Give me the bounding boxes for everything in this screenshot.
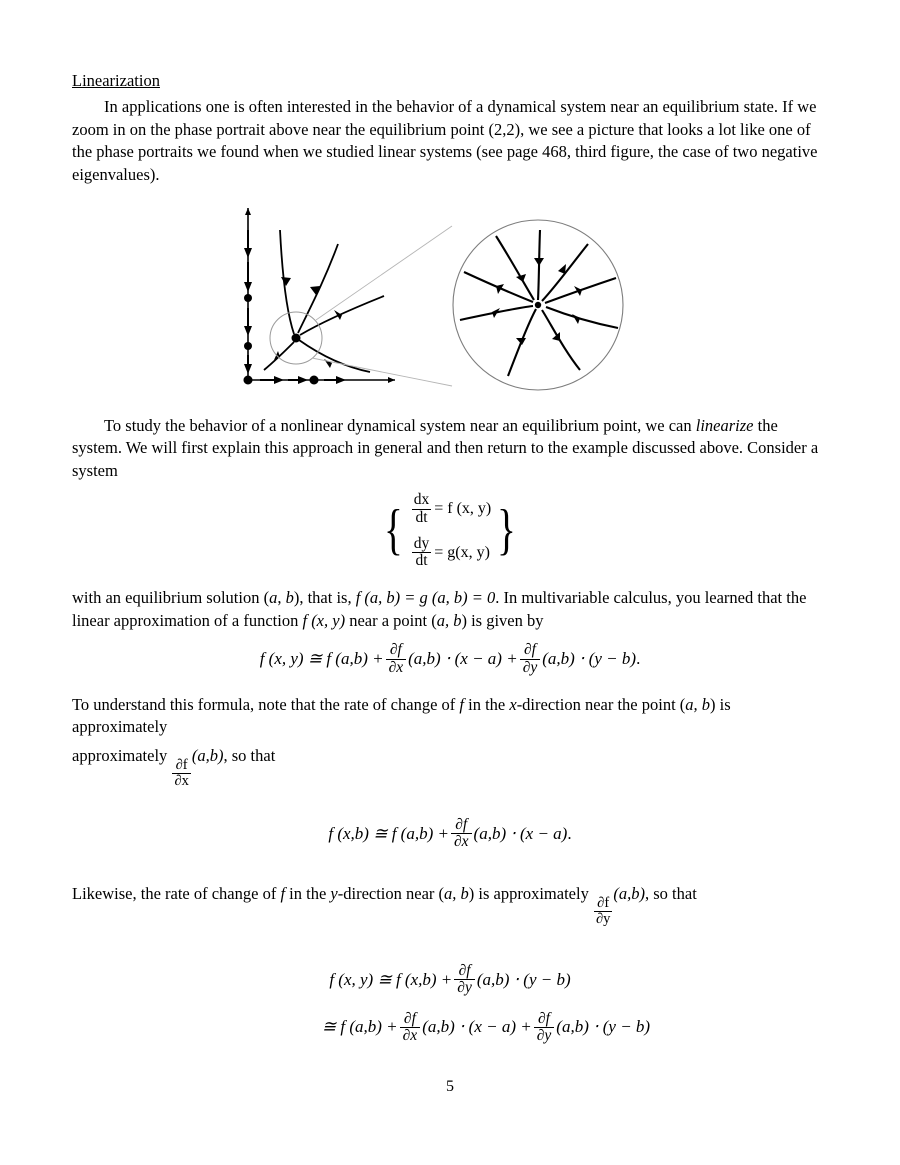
phase-portrait-figure <box>72 200 828 405</box>
p5-c: in the <box>285 883 331 903</box>
frac-df-dx-inline: $\frac{\partial f}{\partial x}$ <box>174 756 189 789</box>
p2-italic-linearize: linearize <box>695 416 754 436</box>
phase-portrait-svg <box>220 200 680 405</box>
equation-fxy-line2 <box>72 1011 828 1045</box>
p4-c: in the <box>463 694 510 714</box>
eq1-mid2: (a,b) ⋅ (y − b) <box>542 649 637 669</box>
left-brace: { <box>383 499 403 562</box>
p3-j: (x, y) <box>307 610 346 630</box>
eq1-mid1: (a,b) ⋅ (x − a) + <box>408 649 518 669</box>
paragraph-intro: In applications one is often interested in the behavior of a dynamical system near an equilibrium state. If we zoom in on the phase portrait above near the equilibrium point (2,2), we see a picture that looks a lot like one of the phase portraits we found when we studied linear systems (see page 468, third figure, the case of two negative eigenvalues). <box>72 97 818 184</box>
system-row-2 <box>409 536 492 570</box>
frac-df-dx-1: $\frac{\partial f}{\partial x}$ <box>386 642 407 676</box>
p4-e: -direction near the point ( <box>516 694 686 714</box>
paragraph-equilibrium <box>72 587 828 632</box>
p3-var-a: a <box>269 588 278 608</box>
p5-h: , so that <box>645 883 697 903</box>
frac-df-dy-3: $\frac{\partial f}{\partial y}$ <box>534 1011 555 1045</box>
eq1-period: . <box>636 649 641 669</box>
p5-g: ) is approximately <box>468 883 589 903</box>
eq4-mid1: (a,b) ⋅ (x − a) + <box>422 1017 532 1037</box>
paragraph-approx-partial-x <box>72 739 828 789</box>
eq2-period: . <box>567 823 572 843</box>
frac-df-dy-2: $\frac{\partial f}{\partial y}$ <box>454 963 475 997</box>
right-brace: } <box>497 499 517 562</box>
p4-g: ) is approximately <box>72 694 731 737</box>
paragraph-x-direction <box>72 694 828 739</box>
eq2-lhs: f (x,b) ≅ f (a,b) + <box>328 823 449 843</box>
frac-dy-dt: $\frac{dy}{dt}$ <box>413 534 430 570</box>
p3-e: ), that is, <box>293 588 356 608</box>
frac-df-dy-1: $\frac{\partial f}{\partial y}$ <box>520 642 541 676</box>
frac-df-dx-2: $\frac{\partial f}{\partial x}$ <box>451 817 472 851</box>
p5-y: y <box>330 883 338 903</box>
p4-ab: a, b <box>685 694 711 714</box>
page-number: 5 <box>446 1078 454 1095</box>
eq4-mid2: (a,b) ⋅ (y − b) <box>556 1017 651 1037</box>
p4-partial-arg: (a,b) <box>191 745 224 765</box>
page-content <box>72 70 828 1044</box>
p3-k: near a point ( <box>345 610 437 630</box>
p5-a: Likewise, the rate of change of <box>72 883 281 903</box>
eq3-lhs: f (x, y) ≅ f (x,b) + <box>329 969 453 989</box>
p4-h: , so that <box>223 745 276 765</box>
equation-fxb <box>72 817 828 851</box>
p5-partial-arg: (a,b) <box>613 883 646 903</box>
p4-a: To understand this formula, note that the rate of change of <box>72 694 460 714</box>
p3-i: f <box>302 610 308 630</box>
equation-fxy-line1 <box>72 963 828 997</box>
eq1-lhs: f (x, y) ≅ f (a,b) + <box>259 649 384 669</box>
system-row-1-rhs: = f (x, y) <box>434 500 492 518</box>
eq3-rhs: (a,b) ⋅ (y − b) <box>476 969 571 989</box>
p4-x: x <box>509 694 517 714</box>
p3-var-b: b <box>285 588 294 608</box>
system-row-2-rhs: = g(x, y) <box>434 543 490 561</box>
eq2-rhs: (a,b) ⋅ (x − a) <box>473 823 568 843</box>
p3-f: f <box>355 588 361 608</box>
p3-comma: , <box>277 588 286 608</box>
equation-linear-approximation <box>72 642 828 676</box>
equation-system <box>72 492 828 569</box>
p2-text-a: To study the behavior of a nonlinear dynamical system near an equilibrium point, we can <box>104 416 696 436</box>
paragraph-linearize <box>72 415 828 482</box>
eq4-lhs: ≅ f (a,b) + <box>321 1017 398 1037</box>
frac-df-dy-inline: $\frac{\partial f}{\partial y}$ <box>595 894 611 927</box>
p2-text-b: the system. We will first explain this approach in general and then return to the example discussed above. Consider a system <box>72 416 819 480</box>
system-rows <box>407 492 494 569</box>
frac-dx-dt: $\frac{dx}{dt}$ <box>413 491 430 526</box>
p5-f: f <box>280 883 286 903</box>
section-heading: Linearization <box>72 71 160 90</box>
p4-approx-word: approximately <box>72 745 168 765</box>
frac-df-dx-3: $\frac{\partial f}{\partial x}$ <box>400 1011 421 1045</box>
p3-a: with an equilibrium solution ( <box>72 588 270 608</box>
p5-ab: a, b <box>444 883 469 903</box>
p3-m: ) is given by <box>461 610 544 630</box>
system-row-1 <box>409 492 492 526</box>
p3-l: a, b <box>436 610 462 630</box>
paragraph-y-direction <box>72 877 828 927</box>
p3-g: (a, b) = g (a, b) = 0 <box>360 588 496 608</box>
p5-e: -direction near ( <box>337 883 445 903</box>
p4-f: f <box>459 694 464 714</box>
p3-h: . In multivariable calculus, you learned that the linear approximation of a function <box>72 588 807 630</box>
